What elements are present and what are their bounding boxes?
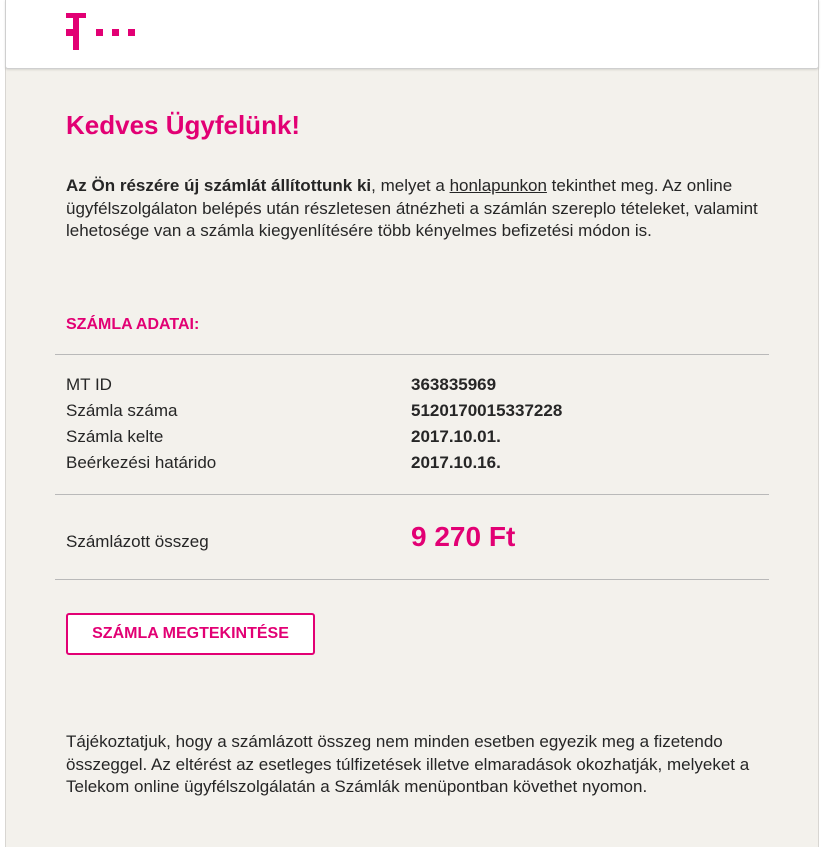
invoice-section-title: SZÁMLA ADATAI: <box>66 316 200 333</box>
amount-value: 9 270 Ft <box>411 521 516 552</box>
telekom-t-logo-icon <box>66 13 146 53</box>
invoice-row-label: MT ID <box>66 375 112 394</box>
amount-label: Számlázott összeg <box>66 532 209 551</box>
divider <box>55 354 769 355</box>
intro-text-after-link: tekinthet meg. Az online ügyfélszolgálaton belépés után részletesen átnézheti a számlán szereplo tételeket, valamint lehetosége van a számla kiegyenlítésére több kényelmes befizetési módon is. <box>66 176 758 240</box>
greeting-heading: Kedves Ügyfelünk! <box>66 110 301 140</box>
invoice-row-label: Beérkezési határido <box>66 453 217 472</box>
intro-bold-text: Az Ön részére új számlát állítottunk ki <box>66 176 372 195</box>
invoice-row-date <box>66 427 666 453</box>
notice-paragraph: Tájékoztatjuk, hogy a számlázott összeg nem minden esetben egyezik meg a fizetendo összeggel. Az eltérést az esetleges túlfizetések illetve elmaradások okozhatják, melyeket a Telekom online ügyfélszolgálatán a Számlák menüpontban követhet nyomon. <box>66 732 750 796</box>
invoice-row-value: 2017.10.01. <box>411 427 501 446</box>
invoice-row-value: 2017.10.16. <box>411 453 501 472</box>
email-header <box>5 0 819 69</box>
invoice-row-label: Számla száma <box>66 401 178 420</box>
invoice-row-mt-id <box>66 375 666 401</box>
view-invoice-button[interactable]: SZÁMLA MEGTEKINTÉSE <box>66 613 315 655</box>
invoice-row-label: Számla kelte <box>66 427 164 446</box>
intro-paragraph <box>66 175 766 243</box>
divider <box>55 494 769 495</box>
invoice-row-value: 363835969 <box>411 375 497 394</box>
intro-text-before-link: , melyet a <box>371 176 450 195</box>
divider <box>55 579 769 580</box>
invoice-row-value: 5120170015337228 <box>411 401 563 420</box>
website-link[interactable]: honlapunkon <box>449 176 547 195</box>
invoice-row-number <box>66 401 666 427</box>
invoice-row-due-date <box>66 453 666 479</box>
